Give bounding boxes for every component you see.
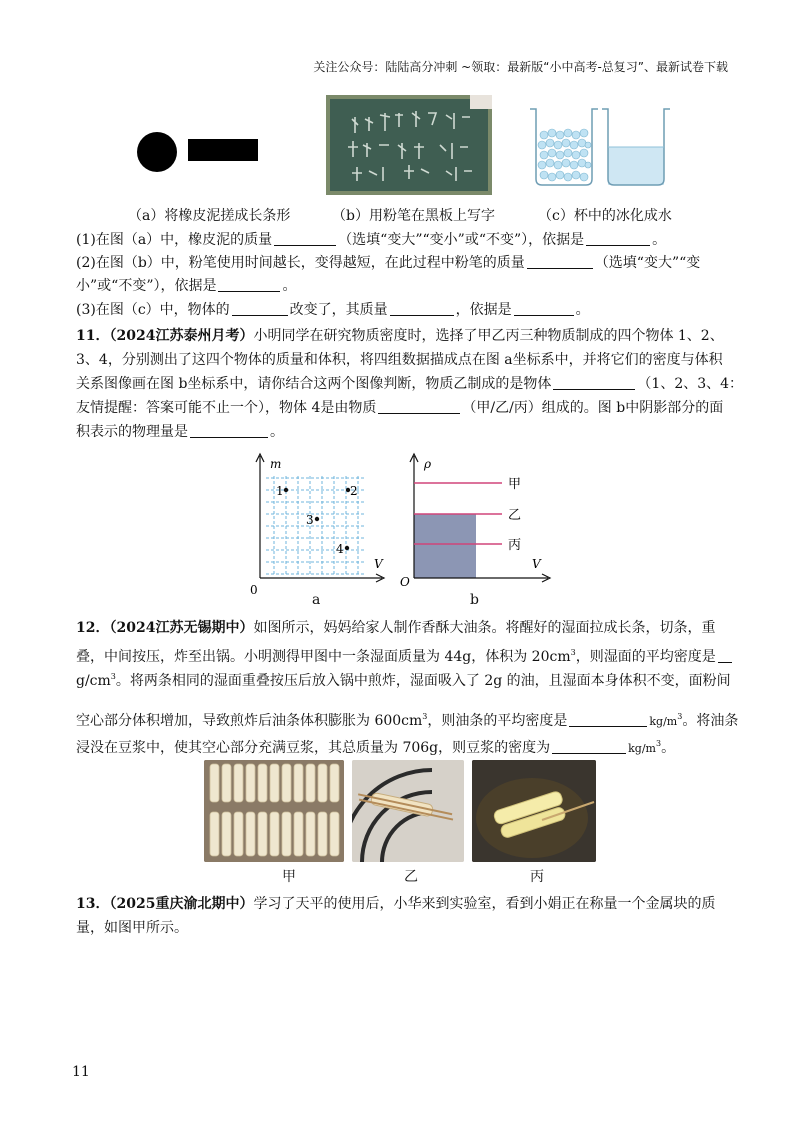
point-2-label: 2 [350, 484, 358, 498]
q12-line1: 12．（2024江苏无锡期中）如图所示，妈妈给家人制作香酥大油条。将醒好的湿面拉成长条，切条，重 [76, 620, 716, 636]
q10-line4: (3)在图（c）中，物体的 改变了，其质量 ，依据是 。 [76, 302, 590, 318]
clay-strip [188, 139, 258, 161]
q12-line5: 浸没在豆浆中，使其空心部分充满豆浆，其总质量为 706g，则豆浆的密度为 $kg/m^3$。 [76, 739, 676, 756]
q11-line3: 关系图像画在图 b坐标系中，请你结合这两个图像判断，物质乙制成的是物体 （1、2、3、4： [76, 376, 744, 392]
blank[interactable] [218, 277, 280, 292]
graph-a-origin: 0 [250, 583, 258, 597]
blank[interactable] [390, 301, 454, 316]
q12-line2: 叠，中间按压，炸至出锅。小明测得甲图中一条湿面质量为 44g，体积为 $20cm^3$，则湿面的平均密度是 [76, 642, 734, 668]
blank[interactable] [552, 739, 626, 754]
blank[interactable] [378, 399, 460, 414]
photo-yi-svg [352, 760, 464, 862]
photo-bing [472, 760, 596, 862]
blank[interactable] [718, 648, 732, 663]
beaker-water [608, 147, 664, 185]
page-number: 11 [72, 1064, 90, 1080]
blank[interactable] [569, 712, 647, 727]
q12-line4: 空心部分体积增加，导致煎炸后油条体积膨胀为 $600cm^3$，则油条的平均密度是 $kg/m^3$。将油条 [76, 712, 739, 729]
graph-b-origin: O [400, 575, 410, 589]
q11-line1: 11．（2024江苏泰州月考）小明同学在研究物质密度时，选择了甲乙丙三种物质制成的四个物体 1、2、 [76, 328, 724, 344]
graph-b-caption: b [470, 592, 479, 608]
caption-b: （b）用粉笔在黑板上写字 [332, 208, 495, 224]
photo-bing-svg [472, 760, 596, 862]
blackboard-photo [326, 95, 492, 195]
q10-figures [0, 95, 800, 205]
photo-label-jia: 甲 [282, 869, 296, 885]
q10-line3: 小”或“不变”），依据是 。 [76, 278, 297, 294]
shaded-area [414, 514, 476, 578]
blank[interactable] [527, 254, 593, 269]
photo-jia-svg [204, 760, 344, 862]
q10-figures-svg [0, 95, 800, 205]
blank[interactable] [553, 375, 635, 390]
photo-label-yi: 乙 [404, 869, 418, 885]
clay-ball [137, 132, 177, 172]
graph-a-caption: a [312, 592, 321, 608]
q12-line3: $g/cm^3$。将两条相同的湿面重叠按压后放入锅中煎炸，湿面吸入了 2g 的油，且湿面本身体积不变，面粉间 [76, 672, 731, 689]
blank[interactable] [232, 301, 288, 316]
graph-a-ylabel: m [270, 457, 282, 471]
photo-yi [352, 760, 464, 862]
point-4 [345, 546, 349, 550]
point-3 [315, 517, 319, 521]
q10-line1: (1)在图（a）中，橡皮泥的质量 （选填“变大”“变小”或“不变”），依据是 。 [76, 232, 667, 248]
blank[interactable] [190, 423, 268, 438]
label-jia: 甲 [508, 477, 522, 492]
page-header: 关注公众号：陆陆高分冲刺 ~领取：最新版“小中高考-总复习”、最新试卷下载 [313, 60, 728, 74]
blank[interactable] [274, 231, 336, 246]
q10-line2: (2)在图（b）中，粉笔使用时间越长，变得越短，在此过程中粉笔的质量 （选填“变大”“变 [76, 255, 701, 271]
graph-a-xlabel: V [374, 557, 383, 571]
point-4-label: 4 [336, 542, 344, 556]
point-3-label: 3 [306, 513, 314, 527]
blank[interactable] [586, 231, 650, 246]
graph-b-xlabel: V [532, 557, 541, 571]
graph-a [240, 448, 390, 608]
ice-cubes [538, 129, 591, 181]
graph-b-ylabel: ρ [424, 457, 432, 471]
point-1-label: 1 [276, 484, 284, 498]
photo-jia [204, 760, 344, 862]
photo-label-bing: 丙 [530, 869, 544, 885]
q11-line2: 3、4，分别测出了这四个物体的质量和体积，将四组数据描成点在图 a坐标系中，并将它们的密度与体积 [76, 352, 723, 368]
label-bing: 丙 [508, 538, 522, 553]
q13-line1: 13．（2025重庆渝北期中）学习了天平的使用后，小华来到实验室，看到小娟正在称量一个金属块的质 [76, 896, 716, 912]
q11-line5: 积表示的物理量是 。 [76, 424, 284, 440]
q13-line2: 量，如图甲所示。 [76, 920, 188, 936]
point-1 [284, 488, 288, 492]
q11-line4: 友情提醒：答案可能不止一个），物体 4是由物质 （甲/乙/丙）组成的。图 b中阴影部分的面 [76, 400, 724, 416]
graph-b [398, 448, 558, 608]
caption-c: （c）杯中的冰化成水 [538, 208, 672, 224]
label-yi: 乙 [508, 508, 522, 523]
blank[interactable] [514, 301, 574, 316]
caption-a: （a）将橡皮泥搓成长条形 [128, 208, 291, 224]
